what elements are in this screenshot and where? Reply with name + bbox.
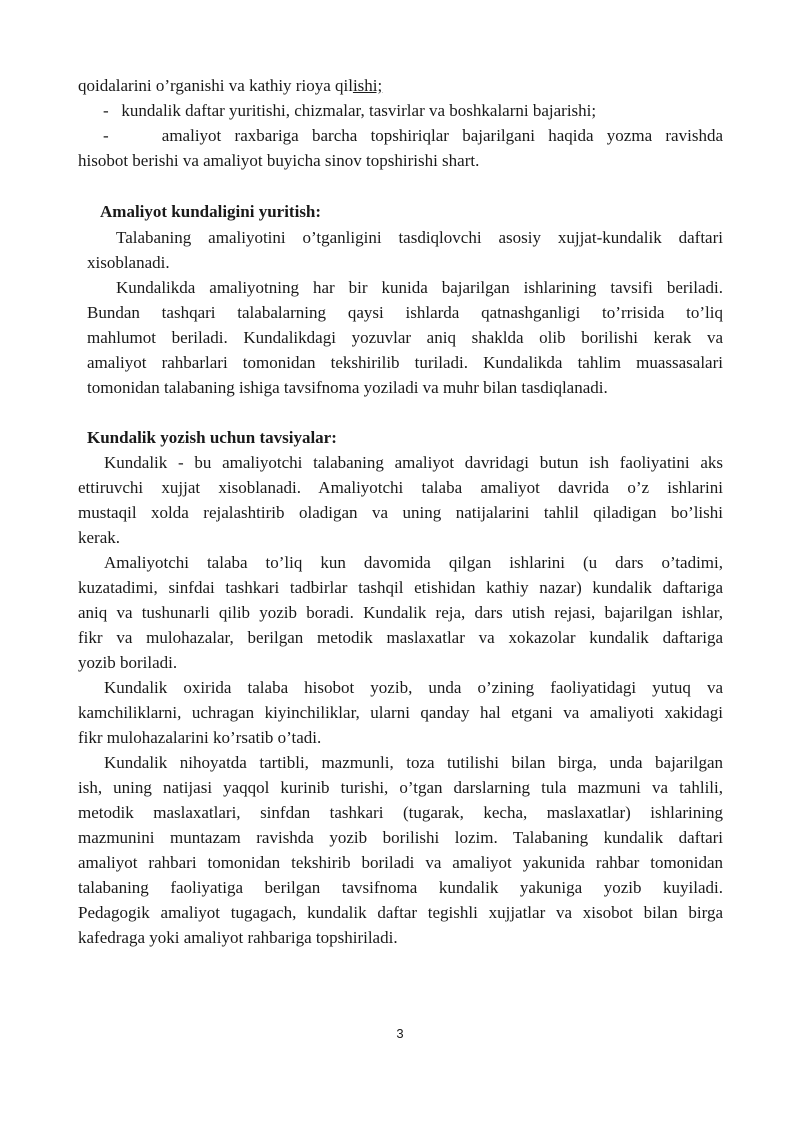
- paragraph-line: kerak.: [78, 528, 121, 547]
- paragraph-line: Kundalik oxirida talaba hisobot yozib, unda o’zining faoliyatidagi yutuq va: [104, 678, 723, 697]
- list-item-rules-text: qoidalarini o’rganishi va kathiy rioya qil: [78, 76, 353, 95]
- paragraph-line: kuzatadimi, sinfdai tashkari tadbirlar tashqil etishidan kathiy nazar) kundalik daftariga: [78, 578, 723, 597]
- paragraph-line: ish, uning natijasi yaqqol kurinib turishi, o’tgan darslarning tula mazmuni va tahlili,: [78, 778, 723, 797]
- paragraph-line: fikr va mulohazalar, berilgan metodik maslaxatlar va xokazolar kundalik daftariga: [78, 628, 723, 647]
- list-item-rules-underlined: ishi;: [352, 76, 383, 95]
- paragraph-line: kamchiliklarni, uchragan kiyinchiliklar, ularni qanday hal etgani va amaliyoti xakidagi: [78, 703, 723, 722]
- paragraph-line: fikr mulohazalarini ko’rsatib o’tadi.: [78, 728, 322, 747]
- paragraph-line: Bundan tashqari talabalarning qaysi ishlarda qatnashganligi to’rrisida to’liq: [87, 303, 723, 322]
- section-heading-diary-keeping: Amaliyot kundaligini yuritish:: [100, 202, 322, 221]
- paragraph-line: Amaliyotchi talaba to’liq kun davomida qilgan ishlarini (u dars o’tadimi,: [104, 553, 723, 572]
- paragraph-line: talabaning faoliyatiga berilgan tavsifnoma kundalik yakuniga yozib kuyiladi.: [78, 878, 723, 897]
- paragraph-line: xisoblanadi.: [87, 253, 170, 272]
- paragraph-line: kafedraga yoki amaliyot rahbariga topshiriladi.: [78, 928, 398, 947]
- paragraph-line: Kundalikda amaliyotning har bir kunida bajarilgan ishlarining tavsifi beriladi.: [116, 278, 723, 297]
- paragraph-line: yozib boriladi.: [78, 653, 178, 672]
- list-item-rules: [78, 74, 382, 98]
- paragraph-line: amaliyot rahbari tomonidan tekshirib boriladi va amaliyot yakunida rahbar tomonidan: [78, 853, 723, 872]
- paragraph-line: mustaqil xolda rejalashtirib oladigan va uning natijalarini tahlil qiladigan bo’lishi: [78, 503, 723, 522]
- paragraph-line: aniq va tushunarli qilib yozib boradi. Kundalik reja, dars utish rejasi, bajarilgan ishlar,: [78, 603, 723, 622]
- list-item-report-line2: hisobot berishi va amaliyot buyicha sinov topshirishi shart.: [78, 151, 480, 170]
- paragraph-line: mahlumot beriladi. Kundalikdagi yozuvlar aniq shaklda olib borilishi kerak va: [87, 328, 723, 347]
- list-item-diary: - kundalik daftar yuritishi, chizmalar, tasvirlar va boshkalarni bajarishi;: [103, 101, 597, 120]
- paragraph-line: ettiruvchi xujjat xisoblanadi. Amaliyotchi talaba amaliyot davrida o’z ishlarini: [78, 478, 723, 497]
- paragraph-line: Talabaning amaliyotini o’tganligini tasdiqlovchi asosiy xujjat-kundalik daftari: [116, 228, 723, 247]
- page-number: 3: [396, 1026, 404, 1041]
- paragraph-line: metodik maslaxatlari, sinfdan tashkari (tugarak, kecha, maslaxatlar) ishlarining: [78, 803, 723, 822]
- paragraph-line: amaliyot rahbarlari tomonidan tekshirilib turiladi. Kundalikda tahlim muassasalari: [87, 353, 723, 372]
- paragraph-line: Pedagogik amaliyot tugagach, kundalik daftar tegishli xujjatlar va xisobot bilan birga: [78, 903, 723, 922]
- paragraph-line: tomonidan talabaning ishiga tavsifnoma yoziladi va muhr bilan tasdiqlanadi.: [87, 378, 608, 397]
- paragraph-line: mazmunini muntazam ravishda yozib borilishi lozim. Talabaning kundalik daftari: [78, 828, 723, 847]
- section-heading-diary-recommendations: Kundalik yozish uchun tavsiyalar:: [87, 428, 337, 447]
- paragraph-line: Kundalik - bu amaliyotchi talabaning amaliyot davridagi butun ish faoliyatini aks: [104, 453, 723, 472]
- paragraph-line: Kundalik nihoyatda tartibli, mazmunli, toza tutilishi bilan birga, unda bajarilgan: [104, 753, 723, 772]
- list-item-report-line1: - amaliyot raxbariga barcha topshiriqlar bajarilgani haqida yozma ravishda: [103, 126, 723, 145]
